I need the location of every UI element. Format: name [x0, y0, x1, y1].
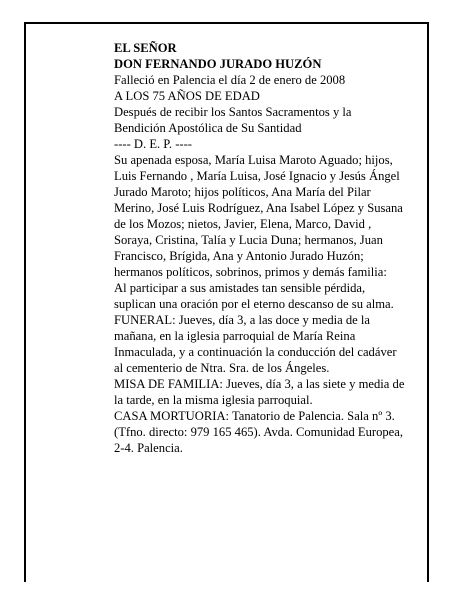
- funeral-paragraph: FUNERAL: Jueves, día 3, a las doce y media de la mañana, en la iglesia parroquial de María Reina Inmaculada, y a continuación la conducción del cadáver al cementerio de Ntra. Sra. de los Ángeles.: [114, 313, 397, 375]
- prayer-request-paragraph: Al participar a sus amistades tan sensible pérdida, suplican una oración por el eterno descanso de su alma.: [114, 281, 394, 311]
- family-mass-paragraph: MISA DE FAMILIA: Jueves, día 3, a las siete y media de la tarde, en la misma iglesia parroquial.: [114, 377, 405, 407]
- sacraments-paragraph: Después de recibir los Santos Sacramentos y la Bendición Apostólica de Su Santidad: [114, 105, 352, 135]
- deceased-title: EL SEÑOR: [114, 41, 177, 55]
- family-paragraph: Su apenada esposa, María Luisa Maroto Aguado; hijos, Luis Fernando , María Luisa, José Ignacio y Jesús Ángel Jurado Maroto; hijos políticos, Ana María del Pilar Merino, José Luis Rodríguez, Ana Isabel López y Susana de los Mozos; nietos, Javier, Elena, Marco, David , Soraya, Cristina, Talía y Lucia Duna; hermanos, Juan Francisco, Brígida, Ana y Antonio Jurado Huzón; hermanos políticos, sobrinos, primos y demás familia:: [114, 153, 403, 279]
- funeral-home-paragraph: CASA MORTUORIA: Tanatorio de Palencia. Sala nº 3. (Tfno. directo: 979 165 465). Avda. Comunidad Europea, 2-4. Palencia.: [114, 409, 404, 455]
- age-line: A LOS 75 AÑOS DE EDAD: [114, 89, 260, 103]
- dep-line: ---- D. E. P. ----: [114, 137, 192, 151]
- deceased-name: DON FERNANDO JURADO HUZÓN: [114, 57, 322, 71]
- obituary-notice: [114, 40, 406, 456]
- death-date-line: Falleció en Palencia el día 2 de enero de 2008: [114, 73, 346, 87]
